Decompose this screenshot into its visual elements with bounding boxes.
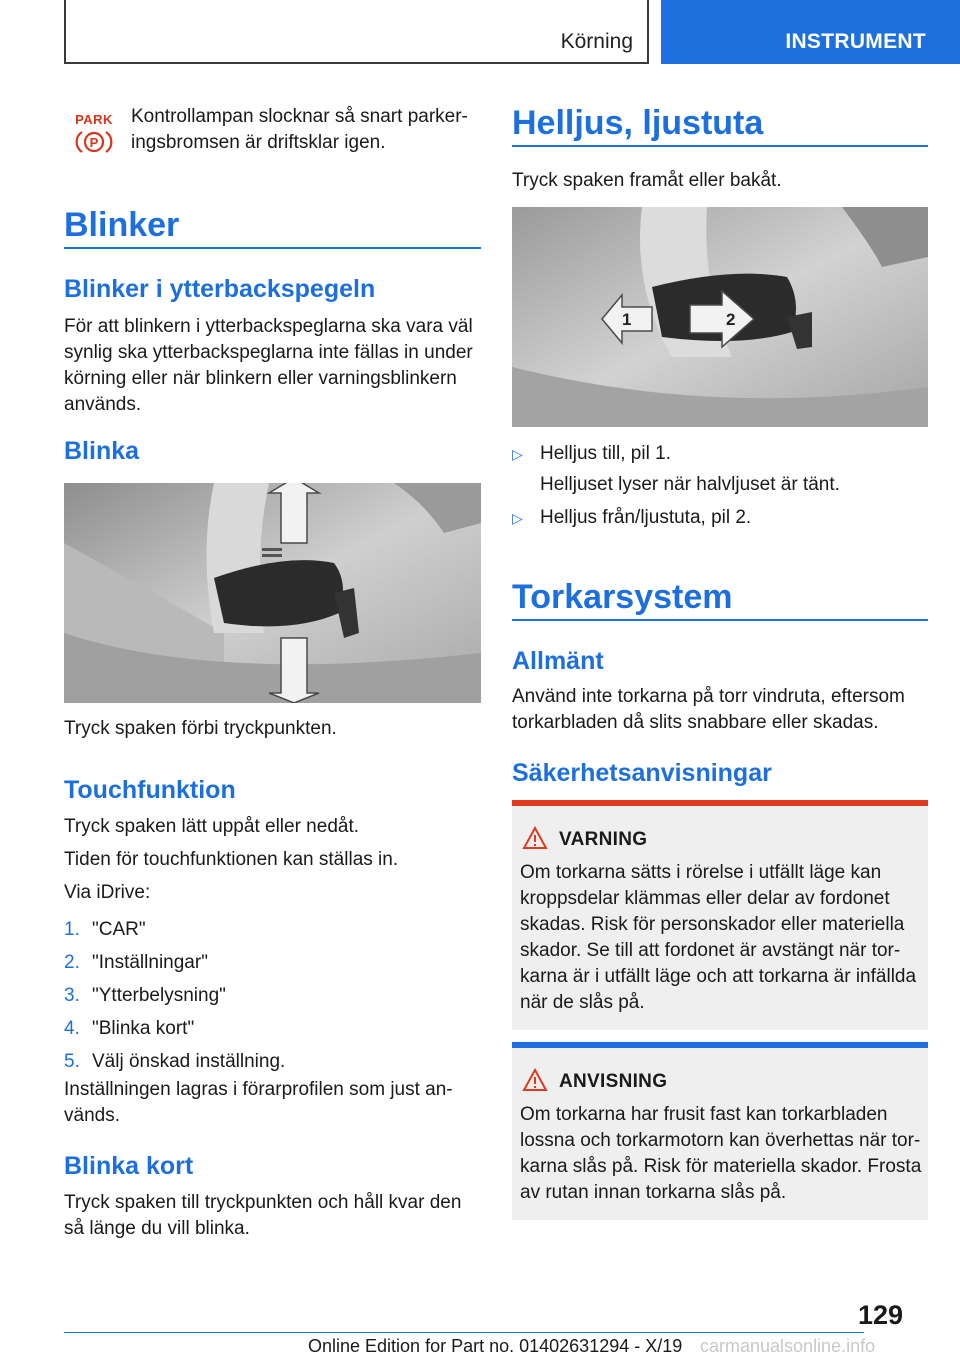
header-chapter-label: INSTRUMENT (785, 30, 926, 53)
touch-text-1: Tryck spaken lätt uppåt eller nedåt. (64, 816, 360, 837)
blinka-caption: Tryck spaken förbi tryckpunkten. (64, 718, 337, 739)
list-number: 2. (64, 952, 80, 973)
notice-text (520, 1102, 926, 1206)
heading-rule (64, 247, 481, 249)
bullet-subtext: Helljuset lyser när halvljuset är tänt. (540, 474, 840, 495)
paragraph-line: För att blinkern i ytterbackspeglarna ska vara väl (64, 316, 473, 337)
touch-via: Via iDrive: (64, 882, 151, 903)
touch-text-2: Tiden för touchfunktionen kan ställas in. (64, 849, 399, 870)
notice-line: karna slås på. Risk för materiella skador. Frosta (520, 1156, 922, 1177)
heading-blinka-kort: Blinka kort (64, 1152, 194, 1180)
warning-triangle-icon (522, 826, 548, 855)
footer-edition: Online Edition for Part no. 01402631294 - X/19 (308, 1336, 683, 1356)
warning-line: kroppsdelar klämmas eller delar av fordonet (520, 888, 890, 909)
notice-triangle-icon (522, 1068, 548, 1097)
list-item (512, 441, 928, 472)
paragraph-line: används. (64, 394, 142, 415)
warning-line: karna är i utfällt läge och att torkarna är infällda (520, 966, 917, 987)
page-number: 129 (858, 1300, 904, 1330)
notice-line: av rutan innan torkarna slås på. (520, 1182, 787, 1203)
paragraph-line: Använd inte torkarna på torr vindruta, eftersom (512, 686, 905, 707)
list-number: 1. (64, 919, 80, 940)
list-text: "Inställningar" (92, 952, 208, 973)
heading-ytterbackspegeln: Blinker i ytterbackspegeln (64, 275, 376, 303)
header-chapter-tab (661, 0, 960, 64)
allmant-paragraph (512, 684, 928, 736)
heading-sakerhetsanvisningar: Säkerhetsanvisningar (512, 759, 772, 787)
list-text: Välj önskad inställning. (92, 1051, 286, 1072)
paragraph-line: torkarbladen då slits snabbare eller skadas. (512, 712, 879, 733)
warning-line: när de slås på. (520, 992, 645, 1013)
helljus-intro: Tryck spaken framåt eller bakåt. (512, 170, 782, 191)
notice-box (512, 1042, 928, 1220)
header-section-box (64, 0, 649, 64)
arrow-2-label: 2 (726, 310, 736, 329)
heading-blinka: Blinka (64, 437, 140, 465)
header-section-label: Körning (560, 30, 633, 53)
idrive-steps-list (64, 917, 285, 1082)
helljus-bullets (512, 441, 928, 536)
notice-line: lossna och torkarmotorn kan överhettas när tor‐ (520, 1130, 921, 1151)
headlight-stalk-image (512, 207, 928, 427)
heading-rule (512, 619, 928, 621)
list-number: 4. (64, 1018, 80, 1039)
paragraph-line: vänds. (64, 1105, 120, 1126)
notice-line: Om torkarna har frusit fast kan torkarbladen (520, 1104, 888, 1125)
footer-rule (64, 1332, 864, 1333)
warning-line: Om torkarna sätts i rörelse i utfällt läge kan (520, 862, 882, 883)
park-text-line: Kontrollampan slocknar så snart parker‐ (131, 106, 468, 127)
warning-bar (512, 800, 928, 806)
turn-signal-stalk-image (64, 483, 481, 703)
list-item (64, 917, 285, 950)
park-text-line: ingsbromsen är driftsklar igen. (131, 132, 386, 153)
warning-box (512, 800, 928, 1030)
list-text: "CAR" (92, 919, 146, 940)
heading-blinker: Blinker (64, 206, 180, 244)
paragraph-line: körning eller när blinkern eller varningsblinkern (64, 368, 457, 389)
heading-allmant: Allmänt (512, 647, 604, 675)
notice-bar (512, 1042, 928, 1048)
warning-line: skador. Se till att fordonet är avstängt när tor‐ (520, 940, 901, 961)
list-number: 3. (64, 985, 80, 1006)
paragraph-line: så länge du vill blinka. (64, 1218, 250, 1239)
park-indicator-text (131, 104, 481, 156)
heading-torkarsystem: Torkarsystem (512, 578, 733, 616)
list-text: "Blinka kort" (92, 1018, 195, 1039)
bullet-text: Helljus till, pil 1. (540, 443, 671, 464)
list-item (64, 983, 285, 1016)
warning-line: skadas. Risk för personskador eller materiella (520, 914, 905, 935)
list-text: "Ytterbelysning" (92, 985, 226, 1006)
warning-text (520, 860, 926, 1016)
paragraph-line: Inställningen lagras i förarprofilen som just an‐ (64, 1079, 453, 1100)
park-brake-icon (74, 112, 114, 156)
park-icon-label: PARK (75, 112, 113, 127)
list-number: 5. (64, 1051, 80, 1072)
heading-touchfunktion: Touchfunktion (64, 776, 236, 804)
bullet-text: Helljus från/ljustuta, pil 2. (540, 507, 752, 528)
kort-paragraph (64, 1190, 484, 1242)
list-item (512, 505, 928, 536)
paragraph-line: Tryck spaken till tryckpunkten och håll kvar den (64, 1192, 462, 1213)
list-item (64, 950, 285, 983)
heading-helljus: Helljus, ljustuta (512, 104, 764, 142)
bullet-triangle-icon: ▷ (512, 446, 523, 462)
bullet-triangle-icon: ▷ (512, 510, 523, 526)
touch-after-paragraph (64, 1077, 484, 1129)
heading-rule (512, 145, 928, 147)
ytter-paragraph (64, 314, 484, 418)
svg-text:P: P (89, 135, 99, 150)
notice-title: ANVISNING (559, 1071, 668, 1092)
warning-title: VARNING (559, 829, 648, 850)
arrow-1-label: 1 (622, 310, 632, 329)
footer-watermark: carmanualsonline.info (700, 1336, 876, 1356)
list-item (64, 1016, 285, 1049)
paragraph-line: synlig ska ytterbackspeglarna inte fällas in under (64, 342, 473, 363)
